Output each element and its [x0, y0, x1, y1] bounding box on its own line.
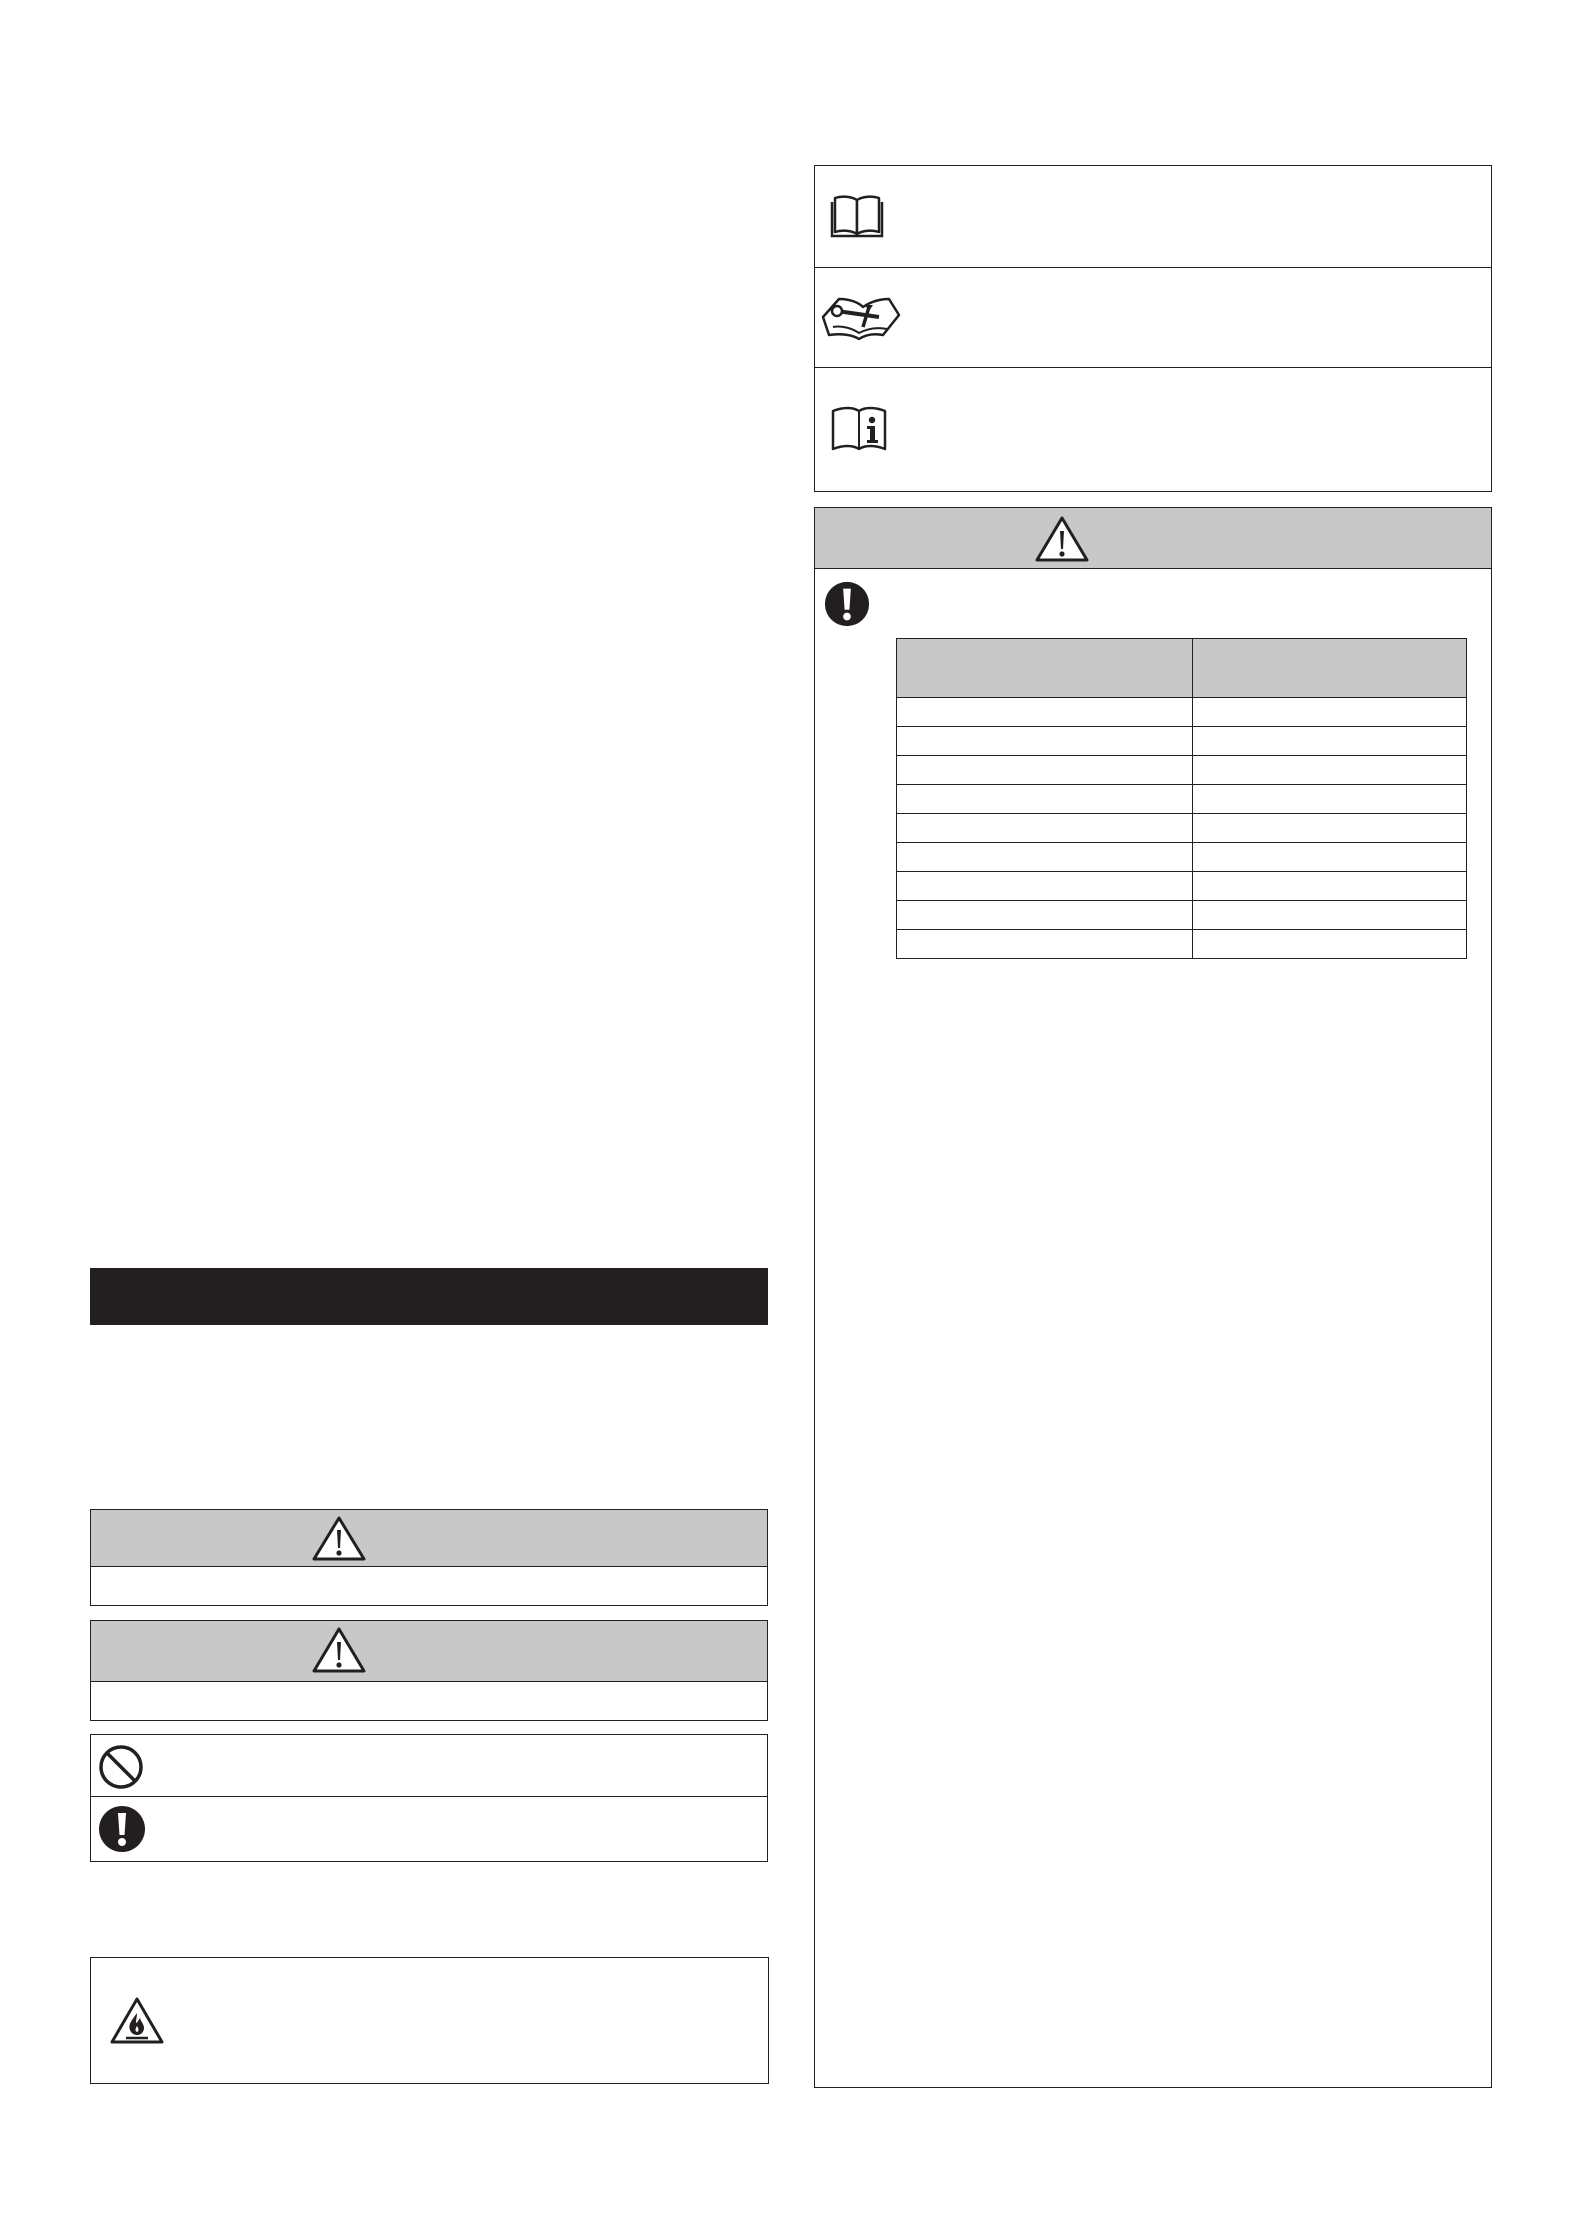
table-row [897, 872, 1467, 901]
prohibited-row [91, 1735, 767, 1797]
table-cell [1193, 727, 1467, 756]
spec-table-header-cell [1193, 639, 1467, 698]
table-cell [897, 901, 1193, 930]
table-cell [1193, 756, 1467, 785]
table-cell [897, 872, 1193, 901]
spec-table-header-cell [897, 639, 1193, 698]
caution-panel [814, 507, 1492, 2088]
table-cell [897, 814, 1193, 843]
caution-triangle-icon [1034, 514, 1090, 564]
mandatory-exclamation-icon [823, 580, 871, 628]
table-cell [1193, 930, 1467, 959]
table-cell [897, 843, 1193, 872]
spec-table [896, 638, 1467, 959]
caution-triangle-icon [311, 1625, 367, 1675]
symbol-legend-box [90, 1734, 768, 1862]
table-row [897, 901, 1467, 930]
service-manual-icon [819, 291, 903, 341]
table-cell [897, 698, 1193, 727]
table-cell [897, 785, 1193, 814]
spec-table-header-row [897, 639, 1467, 698]
table-cell [1193, 872, 1467, 901]
information-row [815, 367, 1491, 491]
caution-notice-box [90, 1620, 768, 1721]
prohibited-icon [97, 1743, 145, 1791]
warning-header [91, 1510, 767, 1567]
caution-panel-header [815, 508, 1491, 569]
table-cell [1193, 698, 1467, 727]
information-manual-icon [829, 405, 889, 455]
table-row [897, 930, 1467, 959]
table-row [897, 814, 1467, 843]
table-cell [897, 756, 1193, 785]
service-manual-row [815, 267, 1491, 368]
table-cell [897, 930, 1193, 959]
operation-manual-row [815, 166, 1491, 268]
flammable-refrigerant-icon [109, 1996, 165, 2046]
manual-reference-box [814, 165, 1492, 492]
flammable-notice-box [90, 1957, 769, 2084]
mandatory-row [91, 1796, 767, 1861]
table-row [897, 843, 1467, 872]
table-row [897, 756, 1467, 785]
table-cell [1193, 843, 1467, 872]
warning-box [90, 1509, 768, 1606]
operation-manual-icon [829, 192, 885, 240]
caution-notice-header [91, 1621, 767, 1682]
mandatory-exclamation-icon [97, 1804, 147, 1854]
table-row [897, 727, 1467, 756]
table-cell [897, 727, 1193, 756]
section-heading-bar [90, 1268, 768, 1325]
warning-triangle-icon [311, 1514, 367, 1562]
table-row [897, 785, 1467, 814]
table-cell [1193, 814, 1467, 843]
table-cell [1193, 785, 1467, 814]
table-cell [1193, 901, 1467, 930]
table-row [897, 698, 1467, 727]
